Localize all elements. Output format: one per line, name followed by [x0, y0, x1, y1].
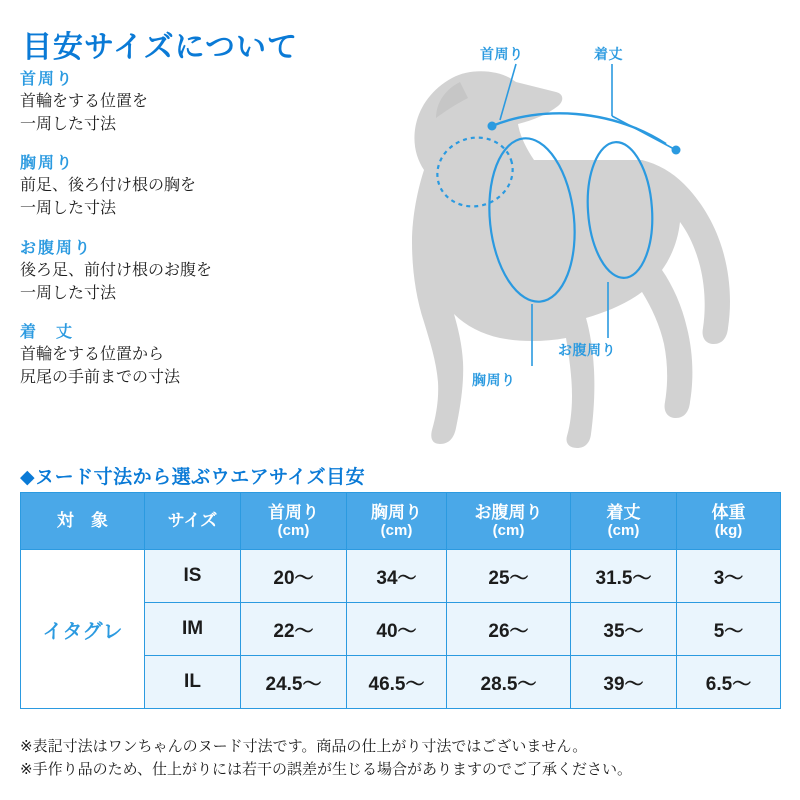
cell-belly: 28.5〜 — [447, 656, 571, 709]
definition-belly — [20, 235, 320, 305]
th-length: 着丈 (cm) — [571, 493, 677, 550]
page-title: 目安サイズについて — [22, 31, 298, 64]
cell-size: IS — [145, 550, 241, 603]
cell-chest: 34〜 — [347, 550, 447, 603]
cell-target-label: イタグレ — [21, 550, 145, 709]
th-belly: お腹周り (cm) — [447, 493, 571, 550]
cell-belly: 25〜 — [447, 550, 571, 603]
definition-term: 首周り — [20, 71, 75, 88]
dog-illustration — [320, 20, 790, 460]
definition-line: 首輪をする位置から — [20, 346, 165, 364]
section-heading: ◆ヌード寸法から選ぶウエアサイズ目安 — [20, 467, 366, 488]
th-target: 対 象 — [21, 493, 145, 550]
cell-weight: 5〜 — [677, 603, 781, 656]
cell-belly: 26〜 — [447, 603, 571, 656]
definition-length — [20, 319, 320, 389]
cell-length: 39〜 — [571, 656, 677, 709]
size-table-wrap — [20, 492, 780, 709]
callout-length: 着丈 — [594, 46, 623, 62]
th-neck: 首周り (cm) — [241, 493, 347, 550]
definition-line: 一周した寸法 — [20, 115, 117, 133]
cell-chest: 46.5〜 — [347, 656, 447, 709]
footnotes — [20, 735, 790, 782]
callout-chest: 胸周り — [472, 372, 516, 388]
footnote: ※手作り品のため、仕上がりには若干の誤差が生じる場合がありますのでご了承ください。 — [20, 761, 632, 779]
cell-chest: 40〜 — [347, 603, 447, 656]
cell-length: 35〜 — [571, 603, 677, 656]
definition-line: 首輪をする位置を — [20, 93, 149, 110]
cell-weight: 6.5〜 — [677, 656, 781, 709]
size-table — [20, 492, 781, 709]
cell-neck: 24.5〜 — [241, 656, 347, 709]
definition-neck — [20, 66, 320, 136]
callout-neck: 首周り — [480, 46, 524, 62]
definition-list — [20, 66, 320, 404]
cell-weight: 3〜 — [677, 550, 781, 603]
table-header-row — [21, 493, 781, 550]
th-chest: 胸周り (cm) — [347, 493, 447, 550]
definition-term: お腹周り — [20, 239, 93, 257]
definition-line: 尻尾の手前までの寸法 — [20, 369, 181, 387]
cell-size: IM — [145, 603, 241, 656]
th-size: サイズ — [145, 493, 241, 550]
definition-term: 胸周り — [20, 155, 75, 173]
th-weight: 体重 (kg) — [677, 493, 781, 550]
length-start-dot — [488, 122, 497, 131]
cell-neck: 20〜 — [241, 550, 347, 603]
footnote: ※表記寸法はワンちゃんのヌード寸法です。商品の仕上がり寸法ではございません。 — [20, 738, 588, 755]
definition-line: 前足、後ろ付け根の胸を — [20, 177, 197, 195]
definition-line: 一周した寸法 — [20, 284, 117, 302]
cell-neck: 22〜 — [241, 603, 347, 656]
length-leader-line-2 — [612, 116, 676, 150]
definition-term: 着 丈 — [20, 324, 75, 342]
definition-chest — [20, 150, 320, 220]
cell-size: IL — [145, 656, 241, 709]
table-row — [21, 550, 781, 603]
definition-line: 一周した寸法 — [20, 200, 117, 218]
dog-silhouette-icon — [320, 20, 790, 460]
callout-belly: お腹周り — [558, 342, 616, 358]
cell-length: 31.5〜 — [571, 550, 677, 603]
definition-line: 後ろ足、前付け根のお腹を — [20, 261, 213, 279]
